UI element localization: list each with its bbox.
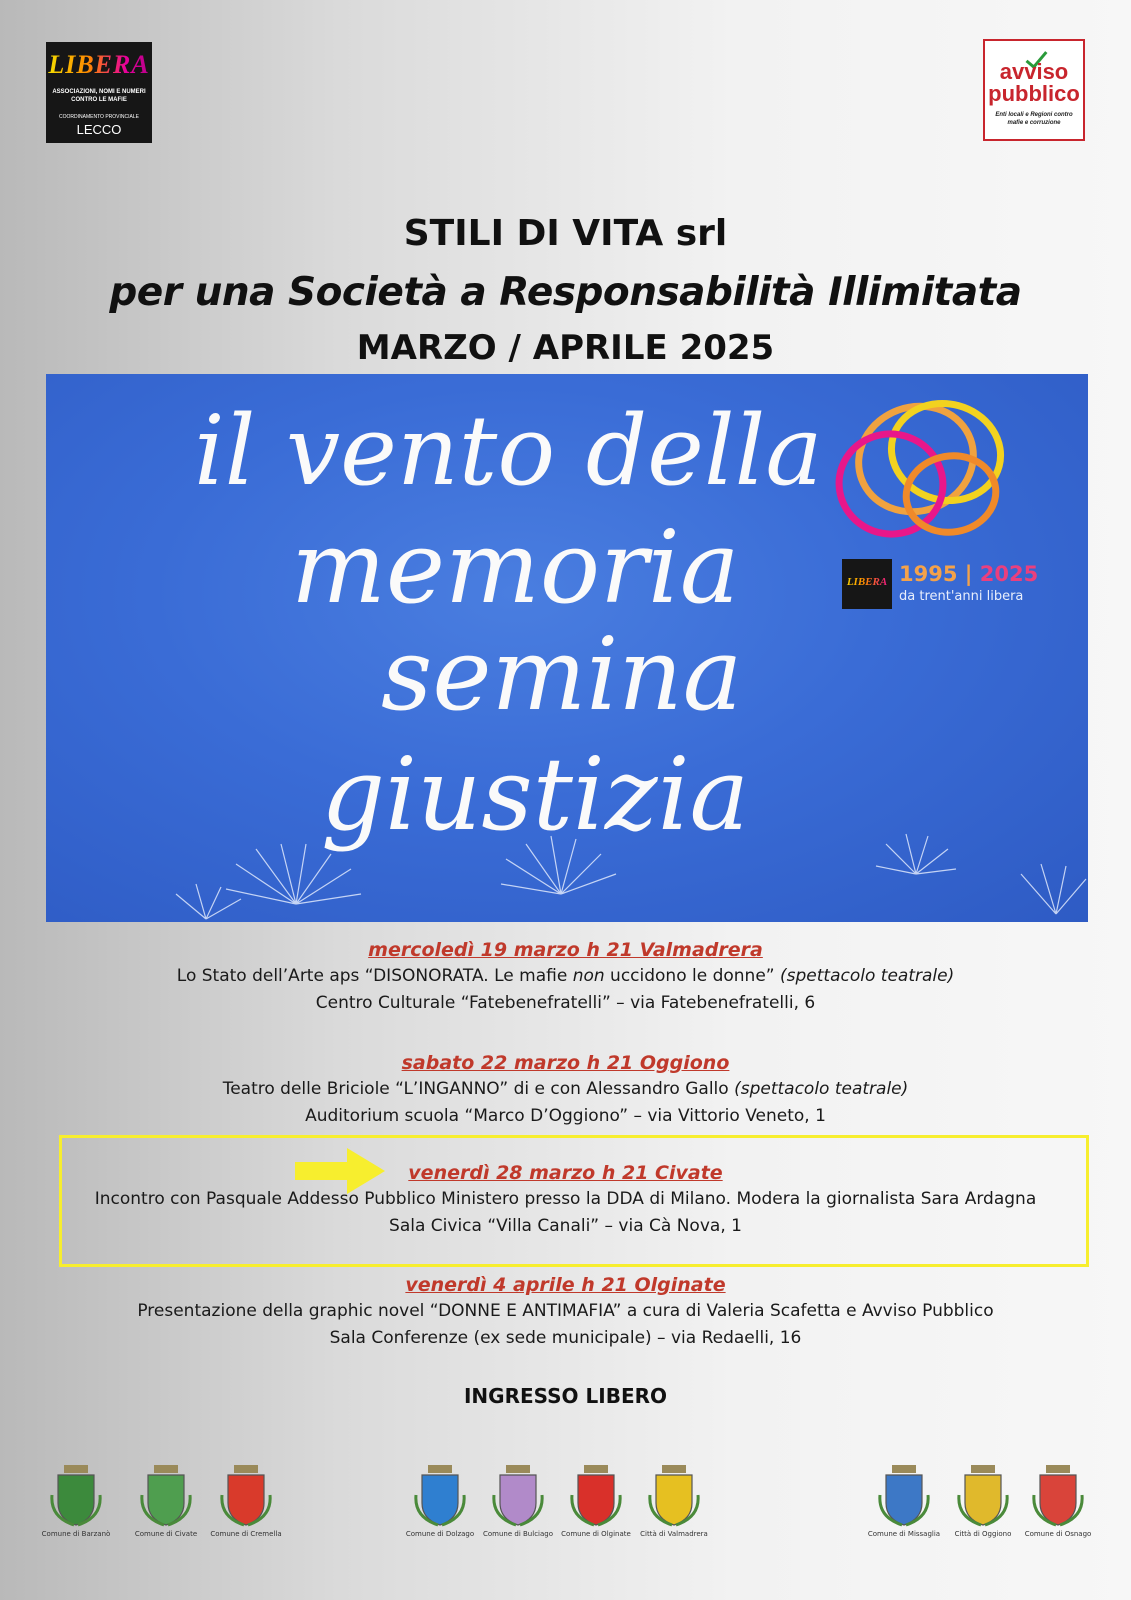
event-item	[0, 937, 1131, 1017]
crest-label: Città di Oggiono	[954, 1530, 1012, 1538]
municipality-crest	[636, 1465, 712, 1538]
crest-label: Comune di Cremella	[210, 1530, 282, 1538]
event-item	[0, 1272, 1131, 1352]
anniversary-badge-wordmark: LIBERA	[842, 576, 892, 588]
crest-shield-icon	[955, 1465, 1011, 1527]
anniversary-years	[899, 562, 1038, 586]
event-venue: Auditorium scuola “Marco D’Oggiono” – via Vittorio Veneto, 1	[305, 1106, 826, 1126]
event-description	[0, 1076, 1131, 1103]
banner-text-line-1: il vento della	[194, 395, 823, 507]
crest-shield-icon	[218, 1465, 274, 1527]
libera-logo-subtitle: COORDINAMENTO PROVINCIALE	[59, 114, 139, 120]
municipality-crest	[558, 1465, 634, 1538]
avviso-logo-tagline: Enti locali e Regioni contro mafie e corruzione	[995, 112, 1073, 126]
banner-artwork	[46, 374, 1088, 922]
anniversary-separator: |	[964, 562, 973, 586]
libera-lecco-logo	[46, 42, 152, 143]
event-description	[0, 963, 1131, 990]
event-heading: venerdì 4 aprile h 21 Olginate	[405, 1274, 726, 1296]
banner-image	[46, 374, 1088, 922]
page-title: STILI DI VITA srl	[403, 213, 728, 254]
municipality-crest	[128, 1465, 204, 1538]
crest-label: Comune di Dolzago	[405, 1530, 475, 1538]
municipality-crest	[480, 1465, 556, 1538]
crest-label: Comune di Missaglia	[867, 1530, 941, 1538]
crest-shield-icon	[490, 1465, 546, 1527]
event-heading: mercoledì 19 marzo h 21 Valmadrera	[368, 939, 763, 961]
crest-label: Comune di Bulciago	[483, 1530, 553, 1538]
municipality-crest	[866, 1465, 942, 1538]
crest-shield-icon	[568, 1465, 624, 1527]
event-heading: sabato 22 marzo h 21 Oggiono	[401, 1052, 730, 1074]
event-item-highlighted	[0, 1160, 1131, 1240]
event-description-text: Lo Stato dell’Arte aps “DISONORATA. Le mafie	[176, 966, 573, 986]
anniversary-year-end: 2025	[979, 562, 1039, 586]
libera-anniversary-badge	[842, 559, 892, 609]
anniversary-caption: da trent'anni libera	[899, 589, 1024, 604]
event-venue: Sala Conferenze (ex sede municipale) – via Redaelli, 16	[329, 1328, 802, 1348]
anniversary-year-start: 1995	[899, 562, 958, 586]
crest-shield-icon	[646, 1465, 702, 1527]
page-period: MARZO / APRILE 2025	[356, 328, 775, 368]
municipality-crest	[208, 1465, 284, 1538]
event-venue: Centro Culturale “Fatebenefratelli” – via Fatebenefratelli, 6	[315, 993, 816, 1013]
event-type-note: (spettacolo teatrale)	[734, 1079, 909, 1099]
libera-logo-city: LECCO	[76, 122, 122, 137]
event-venue: Sala Civica “Villa Canali” – via Cà Nova, 1	[389, 1216, 742, 1236]
libera-logo-tagline: ASSOCIAZIONI, NOMI E NUMERI CONTRO LE MAFIE	[52, 89, 146, 103]
avviso-pubblico-logo	[983, 39, 1085, 141]
free-entry-note: INGRESSO LIBERO	[463, 1384, 668, 1408]
libera-logo-wordmark: LIBERA	[46, 50, 152, 80]
crest-shield-icon	[48, 1465, 104, 1527]
avviso-logo-word-2: pubblico	[988, 81, 1080, 106]
event-description-text-end: uccidono le donne”	[604, 966, 781, 986]
avviso-logo-word-1: avviso	[999, 59, 1069, 84]
municipality-crest	[945, 1465, 1021, 1538]
event-type-note: (spettacolo teatrale)	[780, 966, 955, 986]
banner-rings-logo	[831, 390, 1011, 542]
crest-shield-icon	[1030, 1465, 1086, 1527]
crest-label: Comune di Osnago	[1024, 1530, 1092, 1538]
event-heading: venerdì 28 marzo h 21 Civate	[408, 1162, 723, 1184]
crest-label: Comune di Olginate	[561, 1530, 631, 1538]
municipality-crest	[402, 1465, 478, 1538]
crest-label: Comune di Civate	[134, 1530, 198, 1538]
event-description-emphasis: non	[572, 966, 605, 986]
municipality-crest	[1020, 1465, 1096, 1538]
crest-label: Comune di Barzanò	[41, 1530, 111, 1538]
crest-label: Città di Valmadrera	[640, 1530, 708, 1538]
event-description-text: Teatro delle Briciole “L’INGANNO” di e con Alessandro Gallo	[222, 1079, 735, 1099]
crest-shield-icon	[412, 1465, 468, 1527]
municipality-crest	[38, 1465, 114, 1538]
banner-text-line-2: memoria	[291, 509, 740, 626]
event-description: Presentazione della graphic novel “DONNE E ANTIMAFIA” a cura di Valeria Scafetta e Avviso Pubblico	[137, 1301, 994, 1321]
banner-text-line-4: giustizia	[321, 736, 750, 853]
event-item	[0, 1050, 1131, 1130]
event-description: Incontro con Pasquale Addesso Pubblico Ministero presso la DDA di Milano. Modera la giornalista Sara Ardagna	[94, 1189, 1037, 1209]
banner-text-line-3: semina	[381, 616, 743, 733]
page-subtitle: per una Società a Responsabilità Illimitata	[109, 270, 1022, 315]
crest-shield-icon	[138, 1465, 194, 1527]
crest-shield-icon	[876, 1465, 932, 1527]
